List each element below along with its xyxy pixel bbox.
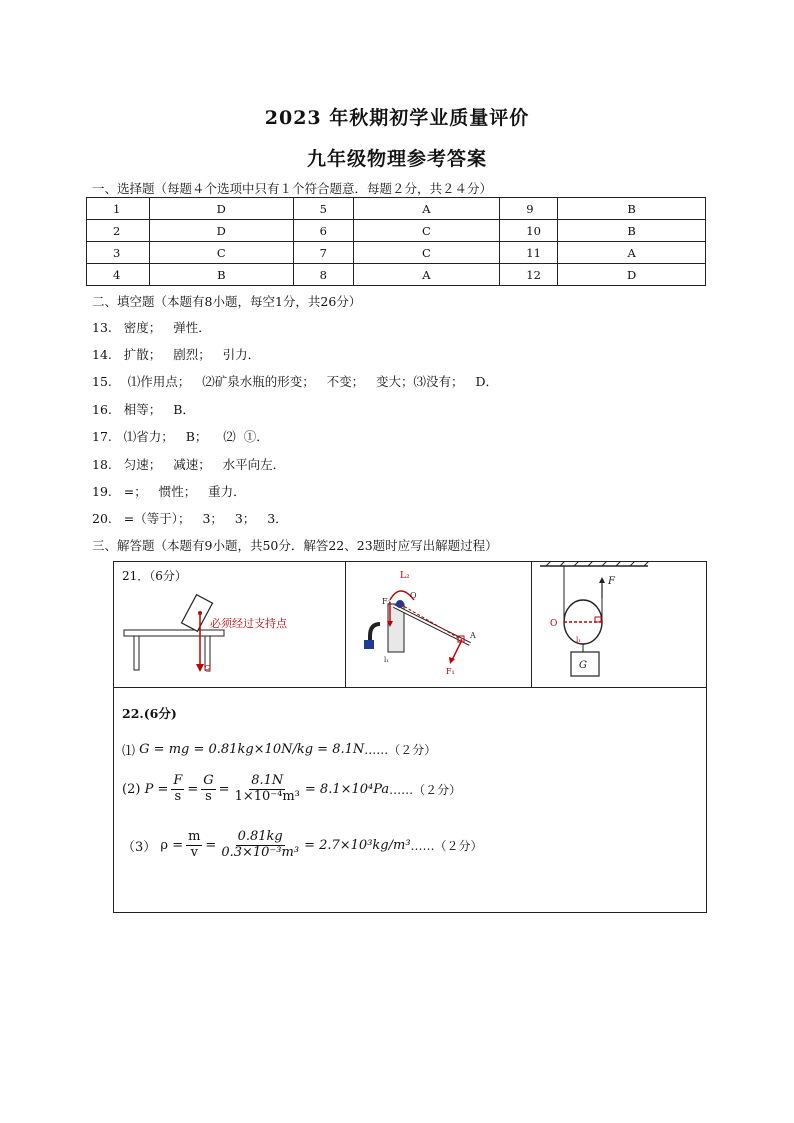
choice-answer-body [87, 198, 706, 286]
answer-cell: B [558, 198, 706, 220]
label-f1: F₁ [446, 667, 455, 676]
fill-answer-15: 15. ⑴作用点； ⑵矿泉水瓶的形变； 不变； 变大；⑶没有； D． [92, 374, 498, 389]
formula2-number: (2) [122, 781, 141, 797]
table-row [87, 220, 706, 242]
question-number-cell: 9 [500, 198, 558, 220]
f1-arrow-head [449, 657, 455, 664]
formula3-lhs: ρ = [160, 837, 184, 853]
question-number-cell: 2 [87, 220, 150, 242]
answer-cell: B [149, 264, 293, 286]
q22-formula-3 [122, 830, 483, 861]
label-force-f: F [608, 576, 615, 587]
answer-cell: D [149, 220, 293, 242]
frac-denominator: s [205, 788, 212, 804]
answer-cell: C [149, 242, 293, 264]
document-subtitle: 九年级物理参考答案 [306, 148, 487, 170]
table-row [87, 242, 706, 264]
table-row [87, 198, 706, 220]
answer-cell: B [558, 220, 706, 242]
table-leg-left [134, 636, 139, 670]
q21-figure-table [118, 580, 340, 686]
choice-answer-table [86, 197, 706, 286]
formula2-fraction-values [233, 774, 302, 805]
tilted-object [182, 595, 213, 632]
label-a: A [470, 631, 476, 640]
formula1-number: ⑴ [122, 744, 136, 759]
q21-figure-pulley [536, 562, 704, 686]
question-number-cell: 4 [87, 264, 150, 286]
q22-answer-box [113, 687, 707, 913]
fill-answer-16: 16. 相等； B． [92, 402, 195, 417]
question-number-cell: 11 [500, 242, 558, 264]
formula2-rhs: = 8.1×10⁴Pa [304, 781, 390, 797]
formula2-fraction-g-over-s [201, 774, 215, 805]
frac-denominator: v [190, 844, 198, 860]
frac-denominator: s [174, 788, 182, 804]
section2-heading: 二、填空题（本题有8小题，每空1分，共26分） [92, 294, 362, 309]
gravity-letter-g: G [204, 665, 212, 675]
formula3-fraction-m-over-v [186, 830, 202, 861]
pump-base [364, 640, 374, 649]
question-number-cell: 12 [500, 264, 558, 286]
q22-formula-2 [122, 774, 461, 805]
fill-answer-20: 20. =（等于）； 3； 3； 3． [92, 511, 288, 526]
q21-divider-1 [345, 562, 346, 687]
label-l2: L₂ [400, 571, 410, 581]
label-o: O [410, 591, 417, 600]
formula3-score: ……（２分） [410, 838, 483, 853]
table-row [87, 264, 706, 286]
formula1-score: ……（２分） [364, 743, 437, 757]
formula2-lhs: P = [144, 781, 169, 797]
question-number-cell: 5 [293, 198, 353, 220]
arm-l1-line [400, 604, 462, 640]
frac-numerator: F [173, 773, 183, 788]
formula3-number: （3） [122, 839, 157, 855]
formula3-fraction-values [219, 830, 301, 861]
fill-answer-18: 18. 匀速； 减速； 水平向左． [92, 457, 286, 472]
frac-numerator: 0.81kg [237, 829, 283, 844]
label-pivot-o: O [550, 619, 558, 629]
formula2-fraction-f-over-s [171, 774, 184, 805]
frac-numerator: G [203, 773, 214, 788]
formula2-equals: = [218, 781, 230, 797]
answer-cell: D [558, 264, 706, 286]
answer-cell: D [149, 198, 293, 220]
formula1-text: G = mg = 0.81kg×10N/kg = 8.1N [139, 742, 365, 757]
question-number-cell: 1 [87, 198, 150, 220]
q21-figure-lever [350, 564, 526, 684]
label-f2: F₂ [382, 597, 391, 606]
q21-label: 21．（6分） [122, 569, 187, 583]
formula3-equals: = [205, 837, 217, 853]
question-number-cell: 10 [500, 220, 558, 242]
fill-answer-13: 13. 密度； 弹性． [92, 320, 211, 335]
answer-cell: C [353, 220, 500, 242]
frac-denominator: 1×10⁻⁴m³ [234, 788, 300, 804]
f1-line [452, 640, 462, 660]
fill-answer-14: 14. 扩散； 剧烈； 引力． [92, 347, 261, 362]
answer-cell: A [353, 264, 500, 286]
question-number-cell: 7 [293, 242, 353, 264]
section1-heading: 一、选择题（每题４个选项中只有１个符合题意．每题２分，共２４分） [92, 181, 493, 196]
question-number-cell: 6 [293, 220, 353, 242]
frac-numerator: 8.1N [251, 773, 284, 788]
frac-numerator: m [188, 829, 201, 844]
gravity-arrow-head [196, 664, 204, 672]
fill-answer-17: 17. ⑴省力； B； ⑵ ①． [92, 429, 269, 444]
answer-cell: A [353, 198, 500, 220]
formula3-rhs: = 2.7×10³kg/m³ [304, 837, 411, 853]
q22-label: 22.(6分) [122, 706, 177, 721]
question-number-cell: 8 [293, 264, 353, 286]
document-title: 2023 年秋期初学业质量评价 [264, 107, 530, 129]
frac-denominator: 0.3×10⁻³m³ [221, 844, 300, 860]
label-arm-l1: l₁ [576, 636, 582, 644]
label-weight-g: G [579, 660, 587, 671]
q21-divider-2 [531, 562, 532, 687]
section3-heading: 三、解答题（本题有9小题，共50分．解答22、23题时应写出解题过程） [92, 538, 498, 553]
center-of-gravity-dot [198, 611, 202, 615]
formula2-score: ……（２分） [389, 782, 462, 797]
answer-cell: A [558, 242, 706, 264]
answer-cell: C [353, 242, 500, 264]
support-point-note: 必须经过支持点 [210, 617, 287, 630]
fill-answer-19: 19. =； 惯性； 重力． [92, 484, 246, 499]
question-number-cell: 3 [87, 242, 150, 264]
label-l1: l₁ [384, 656, 390, 664]
q22-formula-1 [122, 740, 436, 759]
force-f-arrow-head [599, 577, 605, 583]
formula2-equals: = [187, 781, 199, 797]
table-top [124, 630, 224, 636]
q21-answer-box [113, 561, 707, 688]
